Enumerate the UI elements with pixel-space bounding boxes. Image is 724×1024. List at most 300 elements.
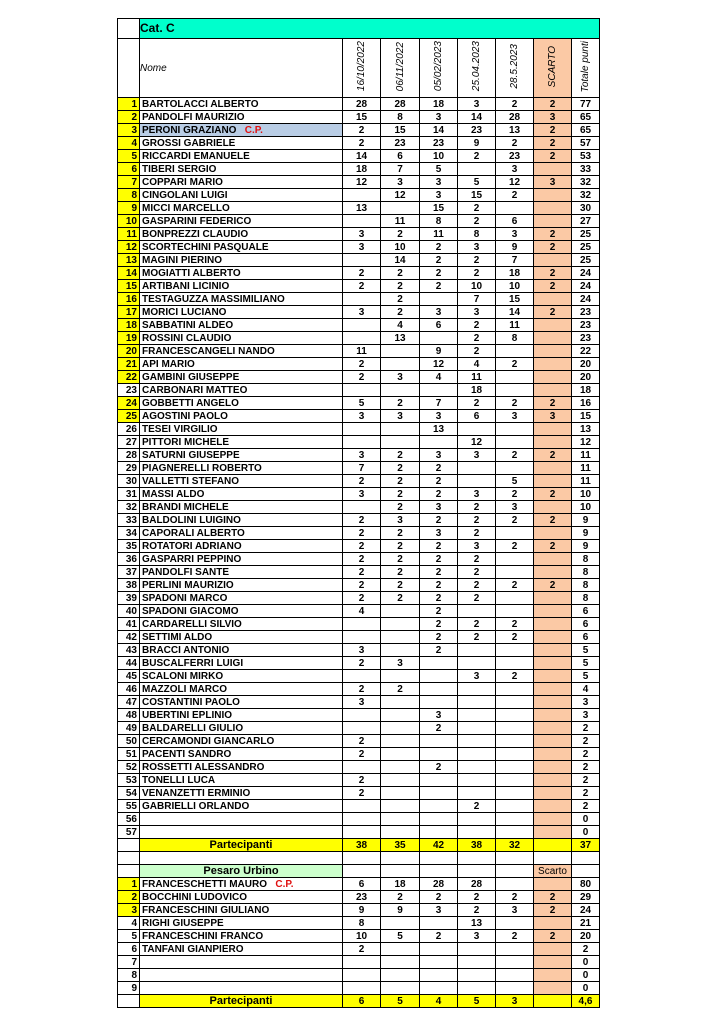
table-row xyxy=(118,982,600,995)
score-cell xyxy=(381,735,420,748)
score-cell: 2 xyxy=(458,254,496,267)
competitor-name xyxy=(140,319,343,332)
competitor-name xyxy=(140,280,343,293)
score-cell: 3 xyxy=(343,696,381,709)
table-row xyxy=(118,215,600,228)
total-cell: 23 xyxy=(572,332,600,345)
total-cell: 5 xyxy=(572,670,600,683)
table-body xyxy=(118,19,600,1008)
score-cell: 7 xyxy=(458,293,496,306)
row-index: 3 xyxy=(118,904,140,917)
row-index: 8 xyxy=(118,189,140,202)
scarto-cell: 3 xyxy=(534,176,572,189)
row-index: 30 xyxy=(118,475,140,488)
score-cell: 3 xyxy=(420,176,458,189)
score-cell xyxy=(496,592,534,605)
score-cell xyxy=(420,774,458,787)
total-cell: 24 xyxy=(572,904,600,917)
score-cell: 28 xyxy=(420,878,458,891)
score-cell xyxy=(458,761,496,774)
participants-count: 35 xyxy=(381,839,420,852)
score-cell: 2 xyxy=(458,345,496,358)
total-cell: 16 xyxy=(572,397,600,410)
competitor-name-text: ARTIBANI LICINIO xyxy=(142,280,230,292)
score-cell: 13 xyxy=(458,917,496,930)
competitor-name xyxy=(140,449,343,462)
score-cell: 2 xyxy=(420,631,458,644)
scarto-cell xyxy=(534,969,572,982)
score-cell: 2 xyxy=(381,397,420,410)
score-cell: 3 xyxy=(458,449,496,462)
scarto-cell xyxy=(534,748,572,761)
row-index: 49 xyxy=(118,722,140,735)
table-row xyxy=(118,813,600,826)
score-cell: 2 xyxy=(381,462,420,475)
score-cell: 23 xyxy=(496,150,534,163)
table-row xyxy=(118,397,600,410)
total-cell: 15 xyxy=(572,410,600,423)
total-cell: 0 xyxy=(572,826,600,839)
total-cell: 57 xyxy=(572,137,600,150)
total-cell: 0 xyxy=(572,813,600,826)
scarto-cell: 2 xyxy=(534,267,572,280)
row-index: 3 xyxy=(118,124,140,137)
score-cell xyxy=(458,163,496,176)
competitor-name xyxy=(140,644,343,657)
scarto-cell xyxy=(534,657,572,670)
score-cell: 2 xyxy=(420,241,458,254)
competitor-name-text: RICCARDI EMANUELE xyxy=(142,150,250,162)
total-cell: 53 xyxy=(572,150,600,163)
score-cell: 13 xyxy=(381,332,420,345)
row-index: 53 xyxy=(118,774,140,787)
row-index: 39 xyxy=(118,592,140,605)
row-index: 33 xyxy=(118,514,140,527)
table-row xyxy=(118,280,600,293)
table-row xyxy=(118,163,600,176)
score-cell: 14 xyxy=(420,124,458,137)
total-cell: 0 xyxy=(572,969,600,982)
score-cell xyxy=(420,956,458,969)
score-cell xyxy=(496,722,534,735)
table-row xyxy=(118,605,600,618)
score-cell xyxy=(458,709,496,722)
score-cell xyxy=(343,332,381,345)
competitor-name-text: PANDOLFI MAURIZIO xyxy=(142,111,245,123)
row-index: 2 xyxy=(118,111,140,124)
competitor-name xyxy=(140,488,343,501)
competitor-name-text: CARBONARI MATTEO xyxy=(142,384,248,396)
score-cell xyxy=(420,735,458,748)
score-cell: 2 xyxy=(343,683,381,696)
score-cell xyxy=(496,774,534,787)
competitor-name xyxy=(140,787,343,800)
score-cell: 2 xyxy=(496,137,534,150)
score-cell xyxy=(496,527,534,540)
score-cell xyxy=(420,969,458,982)
score-cell: 8 xyxy=(496,332,534,345)
score-cell: 2 xyxy=(381,293,420,306)
competitor-name xyxy=(140,176,343,189)
score-cell: 23 xyxy=(420,137,458,150)
row-index: 44 xyxy=(118,657,140,670)
score-cell: 6 xyxy=(381,150,420,163)
score-cell: 2 xyxy=(420,514,458,527)
score-cell: 15 xyxy=(458,189,496,202)
row-index: 7 xyxy=(118,176,140,189)
score-cell xyxy=(420,800,458,813)
score-cell xyxy=(458,982,496,995)
table-row xyxy=(118,124,600,137)
table-row xyxy=(118,683,600,696)
competitor-name-text: BALDOLINI LUIGINO xyxy=(142,514,241,526)
competitor-name xyxy=(140,228,343,241)
competitor-name xyxy=(140,540,343,553)
competitor-name xyxy=(140,722,343,735)
row-index: 7 xyxy=(118,956,140,969)
score-cell: 15 xyxy=(381,124,420,137)
score-cell xyxy=(343,761,381,774)
total-cell: 13 xyxy=(572,423,600,436)
score-cell xyxy=(381,670,420,683)
scarto-cell xyxy=(534,423,572,436)
score-cell: 5 xyxy=(381,930,420,943)
total-cell: 4 xyxy=(572,683,600,696)
competitor-name-text: SATURNI GIUSEPPE xyxy=(142,449,240,461)
row-index: 25 xyxy=(118,410,140,423)
score-cell: 3 xyxy=(381,657,420,670)
table-row xyxy=(118,98,600,111)
score-cell xyxy=(343,631,381,644)
date-header-label: 16/10/2022 xyxy=(356,41,367,92)
row-index: 51 xyxy=(118,748,140,761)
total-cell: 0 xyxy=(572,956,600,969)
score-cell xyxy=(496,683,534,696)
row-index: 37 xyxy=(118,566,140,579)
score-cell: 2 xyxy=(496,579,534,592)
score-cell xyxy=(496,423,534,436)
score-cell: 3 xyxy=(420,527,458,540)
scarto-cell: 3 xyxy=(534,410,572,423)
competitor-name-text: PANDOLFI SANTE xyxy=(142,566,230,578)
competitor-name xyxy=(140,215,343,228)
scarto-cell xyxy=(534,215,572,228)
score-cell: 4 xyxy=(458,358,496,371)
competitor-name-text: CINGOLANI LUIGI xyxy=(142,189,228,201)
score-cell: 2 xyxy=(458,618,496,631)
table-row xyxy=(118,709,600,722)
score-cell xyxy=(343,254,381,267)
score-cell xyxy=(381,631,420,644)
scarto-cell xyxy=(534,878,572,891)
score-cell: 28 xyxy=(381,98,420,111)
participants-count: 4 xyxy=(420,995,458,1008)
score-cell: 13 xyxy=(496,124,534,137)
empty-cell xyxy=(381,852,420,865)
score-cell xyxy=(420,943,458,956)
score-cell xyxy=(343,501,381,514)
competitor-name-text: GASPARINI FEDERICO xyxy=(142,215,252,227)
scarto-cell xyxy=(534,345,572,358)
index-header xyxy=(118,39,140,98)
competitor-name xyxy=(140,930,343,943)
score-cell xyxy=(420,696,458,709)
score-cell: 13 xyxy=(420,423,458,436)
score-cell: 23 xyxy=(381,137,420,150)
score-cell xyxy=(343,709,381,722)
competitor-name xyxy=(140,956,343,969)
score-cell: 11 xyxy=(420,228,458,241)
row-index: 4 xyxy=(118,917,140,930)
competitor-name-text: GOBBETTI ANGELO xyxy=(142,397,239,409)
score-cell: 3 xyxy=(420,501,458,514)
score-cell: 8 xyxy=(343,917,381,930)
total-cell: 65 xyxy=(572,124,600,137)
empty-cell xyxy=(458,865,496,878)
scarto-cell: 2 xyxy=(534,241,572,254)
score-cell: 2 xyxy=(496,449,534,462)
score-cell xyxy=(381,943,420,956)
score-cell xyxy=(381,800,420,813)
participants-label: Partecipanti xyxy=(140,839,343,852)
date-header xyxy=(343,39,381,98)
score-cell: 2 xyxy=(343,553,381,566)
score-cell: 3 xyxy=(420,709,458,722)
score-cell: 2 xyxy=(343,657,381,670)
score-cell: 2 xyxy=(496,891,534,904)
score-cell xyxy=(381,826,420,839)
score-cell xyxy=(420,657,458,670)
cp-mark: C.P. xyxy=(275,878,294,890)
score-cell: 3 xyxy=(496,163,534,176)
competitor-name xyxy=(140,943,343,956)
score-cell: 5 xyxy=(458,176,496,189)
score-cell xyxy=(381,917,420,930)
competitor-name-text: BRANDI MICHELE xyxy=(142,501,229,513)
total-cell: 20 xyxy=(572,930,600,943)
score-cell: 2 xyxy=(420,605,458,618)
competitor-name-text: TONELLI LUCA xyxy=(142,774,216,786)
score-cell xyxy=(496,462,534,475)
score-cell: 11 xyxy=(458,371,496,384)
competitor-name-text: BUSCALFERRI LUIGI xyxy=(142,657,244,669)
competitor-name xyxy=(140,410,343,423)
score-cell: 2 xyxy=(496,670,534,683)
scarto-cell xyxy=(534,553,572,566)
score-cell: 2 xyxy=(420,592,458,605)
competitor-name xyxy=(140,735,343,748)
competitor-name xyxy=(140,761,343,774)
participants-count: 32 xyxy=(496,839,534,852)
score-cell: 28 xyxy=(496,111,534,124)
score-cell xyxy=(458,787,496,800)
score-cell xyxy=(458,813,496,826)
score-cell: 9 xyxy=(458,137,496,150)
score-cell: 3 xyxy=(458,306,496,319)
score-cell: 10 xyxy=(343,930,381,943)
row-index: 32 xyxy=(118,501,140,514)
score-cell: 3 xyxy=(420,904,458,917)
spacer-row xyxy=(118,852,600,865)
table-row xyxy=(118,553,600,566)
score-cell: 2 xyxy=(343,475,381,488)
score-cell: 2 xyxy=(420,254,458,267)
row-index: 43 xyxy=(118,644,140,657)
participants-count: 42 xyxy=(420,839,458,852)
competitor-name xyxy=(140,800,343,813)
table-row xyxy=(118,306,600,319)
section-scarto-header: Scarto xyxy=(534,865,572,878)
score-cell xyxy=(343,826,381,839)
score-cell: 6 xyxy=(420,319,458,332)
competitor-name-text: VENANZETTI ERMINIO xyxy=(142,787,251,799)
total-cell: 20 xyxy=(572,358,600,371)
table-row xyxy=(118,254,600,267)
score-cell: 10 xyxy=(458,280,496,293)
row-index: 6 xyxy=(118,943,140,956)
score-cell: 14 xyxy=(381,254,420,267)
row-index: 34 xyxy=(118,527,140,540)
competitor-name xyxy=(140,111,343,124)
score-cell: 2 xyxy=(343,267,381,280)
empty-cell xyxy=(420,865,458,878)
table-row xyxy=(118,189,600,202)
participants-label: Partecipanti xyxy=(140,995,343,1008)
score-cell: 18 xyxy=(420,98,458,111)
date-header-label: 06/11/2022 xyxy=(394,41,406,92)
score-cell: 11 xyxy=(381,215,420,228)
score-cell: 10 xyxy=(496,280,534,293)
participants-count: 5 xyxy=(381,995,420,1008)
score-cell xyxy=(343,215,381,228)
competitor-name xyxy=(140,527,343,540)
table-row xyxy=(118,319,600,332)
score-cell: 8 xyxy=(458,228,496,241)
score-cell: 2 xyxy=(343,748,381,761)
table-row xyxy=(118,462,600,475)
competitor-name xyxy=(140,306,343,319)
total-cell: 11 xyxy=(572,475,600,488)
competitor-name-text: FRANCESCANGELI NANDO xyxy=(142,345,275,357)
total-cell: 9 xyxy=(572,514,600,527)
table-row xyxy=(118,449,600,462)
score-cell xyxy=(381,774,420,787)
score-cell xyxy=(381,696,420,709)
competitor-name xyxy=(140,436,343,449)
score-cell: 3 xyxy=(420,410,458,423)
score-cell: 12 xyxy=(458,436,496,449)
score-cell: 2 xyxy=(496,358,534,371)
row-index: 29 xyxy=(118,462,140,475)
score-cell: 2 xyxy=(420,930,458,943)
total-cell: 33 xyxy=(572,163,600,176)
total-cell: 23 xyxy=(572,306,600,319)
total-header xyxy=(572,39,600,98)
competitor-name-text: ROSSINI CLAUDIO xyxy=(142,332,232,344)
competitor-name xyxy=(140,202,343,215)
score-cell: 28 xyxy=(458,878,496,891)
empty-cell xyxy=(496,852,534,865)
competitor-name-text: TIBERI SERGIO xyxy=(142,163,217,175)
row-index: 5 xyxy=(118,150,140,163)
scarto-cell: 2 xyxy=(534,514,572,527)
score-cell xyxy=(458,722,496,735)
total-cell: 2 xyxy=(572,774,600,787)
table-row xyxy=(118,423,600,436)
score-cell: 2 xyxy=(381,501,420,514)
table-row xyxy=(118,228,600,241)
score-cell xyxy=(496,384,534,397)
competitor-name xyxy=(140,969,343,982)
competitor-name-text: FRANCESCHETTI MAURO xyxy=(142,878,267,890)
total-cell: 8 xyxy=(572,566,600,579)
score-cell: 15 xyxy=(496,293,534,306)
scarto-cell: 2 xyxy=(534,904,572,917)
score-cell: 2 xyxy=(381,306,420,319)
row-index: 35 xyxy=(118,540,140,553)
total-cell: 24 xyxy=(572,267,600,280)
score-cell xyxy=(496,969,534,982)
score-cell: 2 xyxy=(496,514,534,527)
score-cell: 2 xyxy=(496,631,534,644)
score-cell: 2 xyxy=(343,527,381,540)
score-cell xyxy=(496,644,534,657)
score-cell xyxy=(381,761,420,774)
table-row xyxy=(118,761,600,774)
score-cell xyxy=(381,748,420,761)
scarto-header-label: SCARTO xyxy=(547,45,558,88)
scarto-cell xyxy=(534,189,572,202)
total-cell: 32 xyxy=(572,189,600,202)
participants-total: 37 xyxy=(572,839,600,852)
score-cell: 2 xyxy=(343,566,381,579)
row-index: 20 xyxy=(118,345,140,358)
date-header xyxy=(458,39,496,98)
score-cell: 2 xyxy=(458,904,496,917)
score-cell xyxy=(381,384,420,397)
score-cell xyxy=(496,553,534,566)
score-cell: 10 xyxy=(381,241,420,254)
score-cell xyxy=(496,813,534,826)
total-cell: 8 xyxy=(572,592,600,605)
competitor-name-text: TESEI VIRGILIO xyxy=(142,423,218,435)
empty-cell xyxy=(458,852,496,865)
table-row xyxy=(118,748,600,761)
score-cell: 2 xyxy=(458,150,496,163)
row-index: 45 xyxy=(118,670,140,683)
score-cell: 3 xyxy=(458,930,496,943)
score-cell xyxy=(496,436,534,449)
score-cell xyxy=(458,644,496,657)
score-cell: 2 xyxy=(343,540,381,553)
score-cell: 2 xyxy=(420,618,458,631)
scarto-cell xyxy=(534,813,572,826)
competitor-name-text: BRACCI ANTONIO xyxy=(142,644,230,656)
competitor-name xyxy=(140,254,343,267)
score-cell xyxy=(458,696,496,709)
scarto-cell xyxy=(534,384,572,397)
competitor-name xyxy=(140,670,343,683)
score-cell: 2 xyxy=(458,332,496,345)
competitor-name-text: BARTOLACCI ALBERTO xyxy=(142,98,259,110)
score-cell xyxy=(496,943,534,956)
total-cell: 10 xyxy=(572,488,600,501)
table-row xyxy=(118,566,600,579)
competitor-name-text: COPPARI MARIO xyxy=(142,176,223,188)
score-cell: 2 xyxy=(458,215,496,228)
scarto-cell xyxy=(534,332,572,345)
score-cell: 7 xyxy=(420,397,458,410)
